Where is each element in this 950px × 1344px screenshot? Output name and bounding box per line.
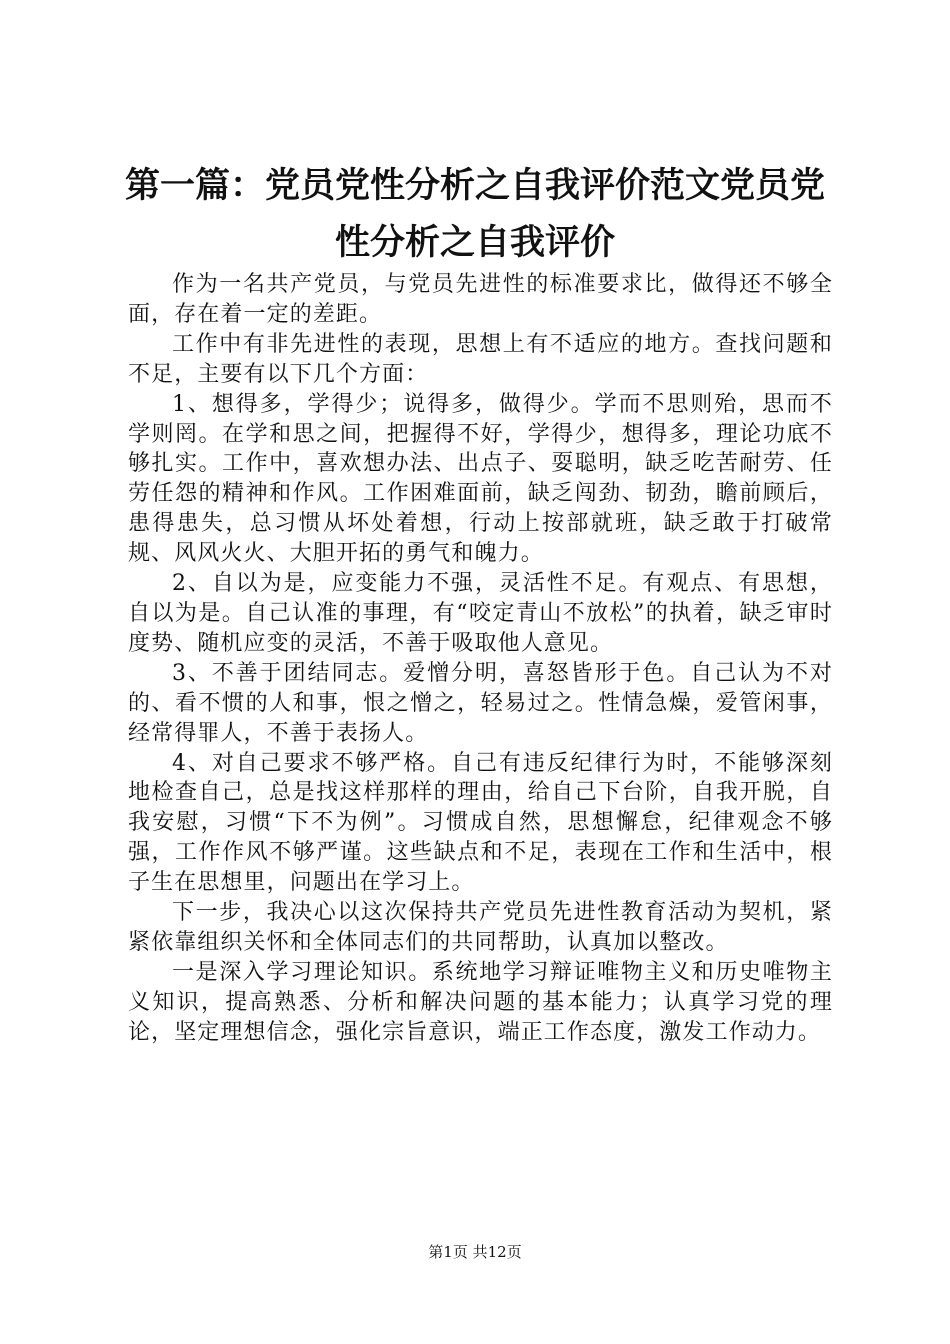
document-title bbox=[110, 158, 840, 272]
paragraph-point-2: 2、自以为是，应变能力不强，灵活性不足。有观点、有思想，自以为是。自己认准的事理，有“咬定青山不放松”的执着，缺乏审时度势、随机应变的灵活，不善于吸取他人意见。 bbox=[128, 571, 833, 656]
page-footer: 第1页 共12页 bbox=[428, 1243, 522, 1261]
paragraph-next-step: 下一步，我决心以这次保持共产党员先进性教育活动为契机，紧紧依靠组织关怀和全体同志们的共同帮助，认真加以整改。 bbox=[128, 900, 833, 955]
paragraph-point-1: 1、想得多，学得少；说得多，做得少。学而不思则殆，思而不学则罔。在学和思之间，把握得不好，学得少，想得多，理论功底不够扎实。工作中，喜欢想办法、出点子、耍聪明，缺乏吃苦耐劳、任劳任怨的精神和作风。工作困难面前，缺乏闯劲、韧劲，瞻前顾后，患得患失，总习惯从坏处着想，行动上按部就班，缺乏敢于打破常规、风风火火、大胆开拓的勇气和魄力。 bbox=[128, 391, 833, 567]
title-line-1: 第一篇：党员党性分析之自我评价范文党员党 bbox=[124, 166, 825, 206]
document-body bbox=[128, 270, 833, 1048]
paragraph-overview: 工作中有非先进性的表现，思想上有不适应的地方。查找问题和不足，主要有以下几个方面： bbox=[128, 331, 833, 387]
paragraph-intro: 作为一名共产党员，与党员先进性的标准要求比，做得还不够全面，存在着一定的差距。 bbox=[128, 272, 833, 327]
paragraph-point-3: 3、不善于团结同志。爱憎分明，喜怒皆形于色。自己认为不对的、看不惯的人和事，恨之憎之，轻易过之。性情急燥，爱管闲事，经常得罪人，不善于表扬人。 bbox=[128, 660, 833, 746]
paragraph-point-4: 4、对自己要求不够严格。自己有违反纪律行为时，不能够深刻地检查自己，总是找这样那样的理由，给自己下台阶，自我开脱，自我安慰，习惯“下不为例”。习惯成自然，思想懈怠，纪律观念不够强，工作作风不够严谨。这些缺点和不足，表现在工作和生活中，根子生在思想里，问题出在学习上。 bbox=[128, 750, 833, 896]
paragraph-measure-1: 一是深入学习理论知识。系统地学习辩证唯物主义和历史唯物主义知识，提高熟悉、分析和解决问题的基本能力；认真学习党的理论，坚定理想信念，强化宗旨意识，端正工作态度，激发工作动力。 bbox=[128, 959, 833, 1045]
title-line-2: 性分析之自我评价 bbox=[334, 223, 615, 263]
